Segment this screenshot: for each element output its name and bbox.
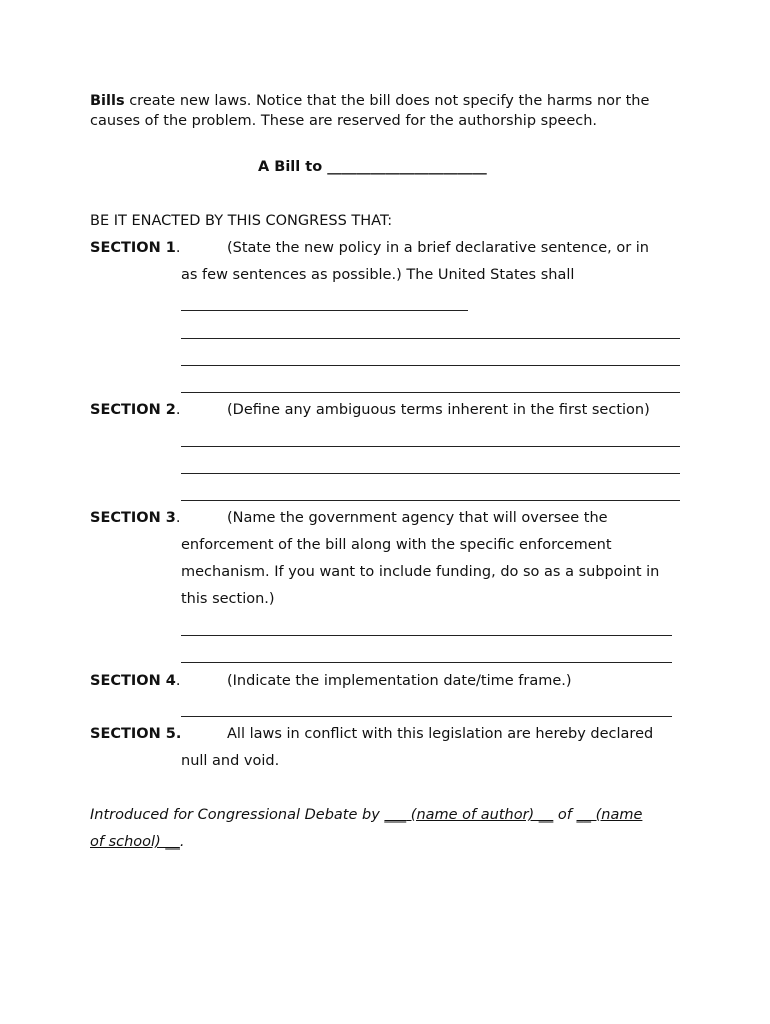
enacting-clause: BE IT ENACTED BY THIS CONGRESS THAT:: [90, 213, 393, 229]
section-2-blank-line-2[interactable]: [181, 473, 680, 474]
section-1-blank-line-3[interactable]: [181, 365, 680, 366]
section-4-blank-line-1[interactable]: [181, 716, 672, 717]
section-3-text-line-2: enforcement of the bill along with the specific enforcement: [181, 537, 612, 553]
introduced-by-line-1: [90, 807, 642, 823]
section-3-punct: .: [175, 510, 181, 526]
section-4-punct: .: [175, 673, 181, 689]
section-3-blank-line-1[interactable]: [181, 635, 672, 636]
section-3-text-line-4: this section.): [181, 591, 275, 607]
section-1-punct: .: [175, 240, 181, 256]
section-2-blank-line-1[interactable]: [181, 446, 680, 447]
section-2-heading: [90, 402, 180, 418]
introduced-by-text: Introduced for Congressional Debate by: [90, 807, 385, 823]
author-blank[interactable]: ___: [384, 807, 407, 823]
author-name-field[interactable]: (name of author) __: [406, 807, 554, 823]
section-1-blank-line-4[interactable]: [181, 392, 680, 393]
school-blank[interactable]: __: [576, 807, 592, 823]
section-4-label: SECTION 4: [90, 673, 176, 689]
section-2-text-line-1: (Define any ambiguous terms inherent in the first section): [227, 402, 650, 418]
section-3-label: SECTION 3: [90, 510, 176, 526]
intro-line-2: causes of the problem. These are reserved for the authorship speech.: [90, 113, 598, 129]
section-4-text-line-1: (Indicate the implementation date/time frame.): [227, 673, 572, 689]
section-1-blank-line-1[interactable]: [181, 310, 468, 311]
section-2-punct: .: [175, 402, 181, 418]
section-2-label: SECTION 2: [90, 402, 176, 418]
introduced-by-line-2: [90, 834, 184, 850]
section-3-text-line-1: (Name the government agency that will oversee the: [227, 510, 608, 526]
intro-line-1: [90, 93, 649, 109]
section-5-text-line-1: All laws in conflict with this legislation are hereby declared: [227, 726, 654, 742]
footer-period: .: [179, 834, 185, 850]
intro-text: create new laws. Notice that the bill does not specify the harms nor the: [124, 93, 650, 109]
section-1-text-line-2: as few sentences as possible.) The United States shall: [181, 267, 575, 283]
section-5-label: SECTION 5.: [90, 726, 182, 742]
school-name-field-part-1[interactable]: (name: [591, 807, 643, 823]
section-4-heading: [90, 673, 180, 689]
intro-bold-word: Bills: [90, 93, 125, 109]
bill-title-prefix: A Bill to: [258, 159, 328, 175]
school-name-field-part-2[interactable]: of school) __: [90, 834, 180, 850]
bill-title: [258, 159, 487, 175]
bill-title-blank[interactable]: ______________________: [327, 159, 487, 175]
section-3-blank-line-2[interactable]: [181, 662, 672, 663]
section-2-blank-line-3[interactable]: [181, 500, 680, 501]
of-text: of: [553, 807, 577, 823]
section-3-heading: [90, 510, 180, 526]
section-5-text-line-2: null and void.: [181, 753, 280, 769]
section-1-heading: [90, 240, 180, 256]
section-1-text-line-1: (State the new policy in a brief declarative sentence, or in: [227, 240, 649, 256]
section-1-blank-line-2[interactable]: [181, 338, 680, 339]
section-1-label: SECTION 1: [90, 240, 176, 256]
section-3-text-line-3: mechanism. If you want to include funding, do so as a subpoint in: [181, 564, 660, 580]
section-5-heading: [90, 726, 181, 742]
